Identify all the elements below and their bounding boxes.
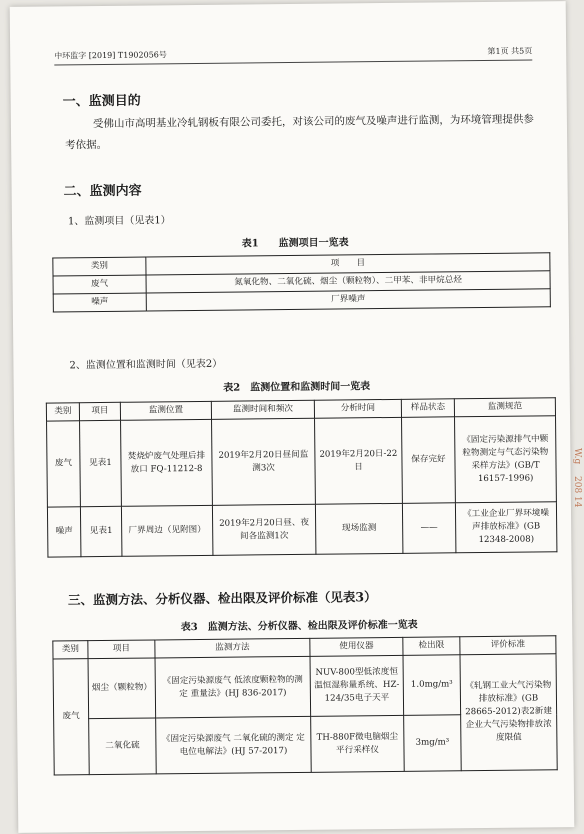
table-header-cell: 监测时间和频次 <box>211 400 314 419</box>
table-header-cell: 类别 <box>53 257 146 276</box>
table-cell: 噪声 <box>47 507 81 557</box>
table-row <box>47 416 557 507</box>
table-cell: 厂界周边（见附图） <box>121 505 213 556</box>
table-cell: NUV-800型低浓度恒温恒湿称量系统、HZ-124/35电子天平 <box>310 655 404 716</box>
table-cell: 《固定污染源废气 二氧化硫的测定 定电位电解法》(HJ 57-2017) <box>156 716 312 774</box>
table-cell: 氮氧化物、二氧化硫、烟尘（颗粒物）、二甲苯、非甲烷总烃 <box>146 271 550 293</box>
table3-caption: 表3 监测方法、分析仪器、检出限及评价标准一览表 <box>180 619 418 634</box>
table-cell: 废气 <box>47 421 81 507</box>
table-cell: 《固定污染源排气中颗粒物测定与气态污染物采样方法》(GB/T 16157-1996) <box>455 416 557 503</box>
table-header-cell: 项目 <box>79 402 120 420</box>
table-header-cell: 项 目 <box>146 253 550 275</box>
side-stamp-mark: 208 14 <box>572 476 582 508</box>
section2-sub2: 2、监测位置和监测时间（见表2） <box>69 358 223 372</box>
side-stamp-mark: W.g <box>572 448 582 465</box>
table-cell: 2019年2月20日昼、夜间各监测1次 <box>212 504 316 555</box>
table-cell: 《轧钢工业大气污染物排放标准》(GB 28665-2012)表2新建企业大气污染物排放浓度限值 <box>460 654 557 771</box>
section1-title: 一、监测目的 <box>62 93 141 110</box>
section2-sub1: 1、监测项目（见表1） <box>67 215 171 228</box>
table-row <box>53 289 550 312</box>
table-cell: 2019年2月20日昼间监测3次 <box>212 418 316 505</box>
report-number: 中环监字 [2019] T1902056号 <box>54 50 167 61</box>
table-cell: 见表1 <box>80 420 122 506</box>
table-cell: 噪声 <box>53 293 146 312</box>
table-cell: 《固定污染源废气 低浓度颗粒物的测定 重量法》(HJ 836-2017) <box>155 656 311 718</box>
table-row <box>53 654 557 719</box>
document-page <box>10 1 575 833</box>
table-cell: TH-880F微电脑烟尘平行采样仪 <box>311 715 405 772</box>
table-header-cell: 评价标准 <box>460 636 556 655</box>
table-cell: 1.0mg/m³ <box>403 655 461 716</box>
table-cell: 废气 <box>53 275 146 294</box>
table1 <box>52 252 551 312</box>
table-cell: 2019年2月20日-22日 <box>315 417 403 504</box>
table-header-cell: 类别 <box>53 641 88 659</box>
table-cell: 现场监测 <box>315 503 403 554</box>
table-header-cell: 检出限 <box>403 637 460 656</box>
table-header-cell: 使用仪器 <box>310 637 403 656</box>
table-header-cell: 监测规范 <box>454 398 555 417</box>
page-header <box>54 45 532 65</box>
table-header-cell: 监测位置 <box>120 401 211 420</box>
section3-title: 三、监测方法、分析仪器、检出限及评价标准（见表3） <box>67 589 377 608</box>
table-cell: 二氧化硫 <box>89 718 157 775</box>
table-cell: 3mg/m³ <box>404 715 462 772</box>
table-cell: 见表1 <box>80 506 122 556</box>
table2 <box>46 397 558 557</box>
table-cell: 废气 <box>53 659 89 775</box>
table3 <box>52 635 557 775</box>
table-row <box>47 502 556 557</box>
table-header-cell: 样品状态 <box>401 399 454 418</box>
table-cell: 烟尘（颗粒物） <box>88 658 156 719</box>
table-cell: 厂界噪声 <box>146 289 550 311</box>
table-cell: 焚烧炉废气处理后排放口 FQ-11212-8 <box>121 419 213 506</box>
table-header-cell: 项目 <box>88 640 155 659</box>
table-cell: 保存完好 <box>402 417 456 504</box>
table-header-cell: 分析时间 <box>314 399 401 418</box>
section1-body: 受佛山市高明基业冷轧钢板有限公司委托，对该公司的废气及噪声进行监测，为环境管理提供参考依据。 <box>65 113 534 152</box>
table2-caption: 表2 监测位置和监测时间一览表 <box>223 381 371 394</box>
table-cell: —— <box>402 503 456 554</box>
table1-caption: 表1 监测项目一览表 <box>241 237 349 250</box>
table-cell: 《工业企业厂界环境噪声排放标准》(GB 12348-2008) <box>455 502 557 553</box>
table-header-cell: 类别 <box>46 403 79 421</box>
table-header-cell: 监测方法 <box>155 638 310 658</box>
page-number: 第1页 共5页 <box>487 46 533 56</box>
section2-title: 二、监测内容 <box>63 183 142 200</box>
